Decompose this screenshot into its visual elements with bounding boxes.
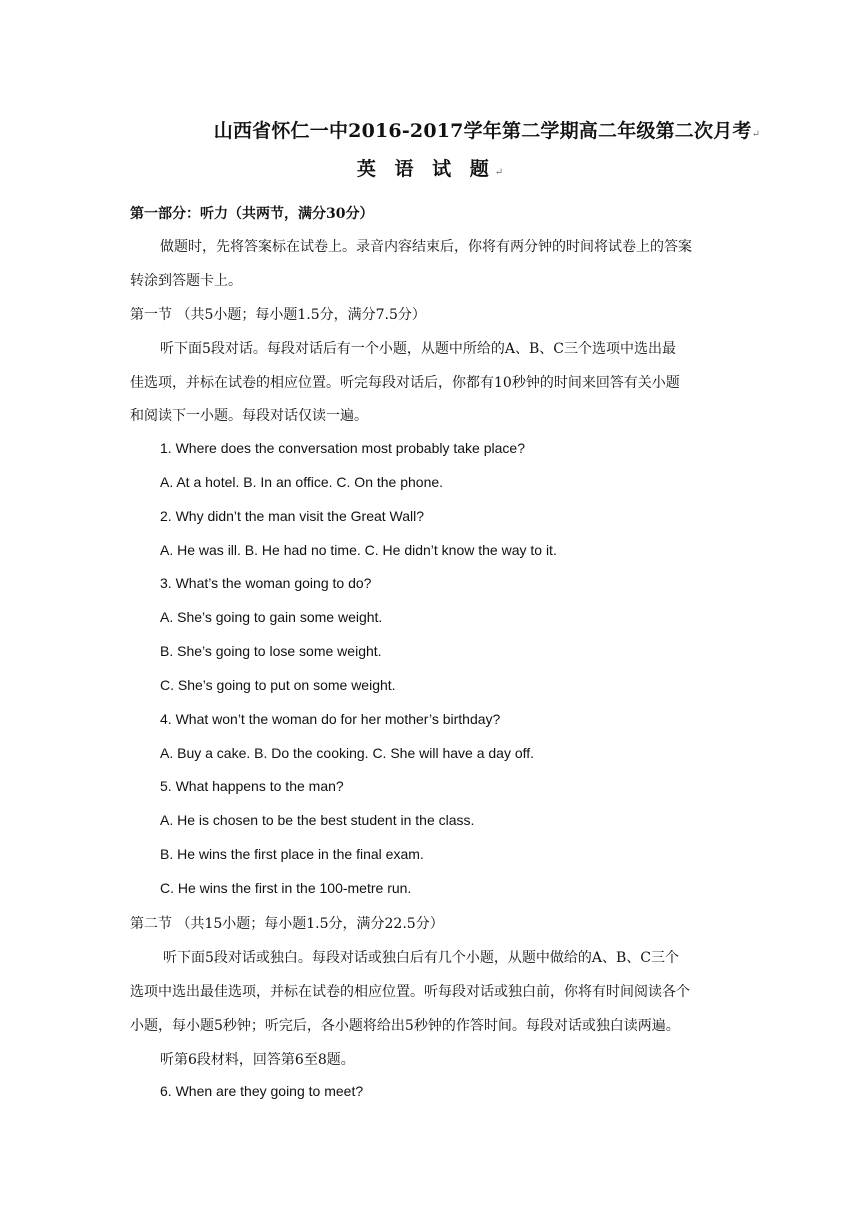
- question-5-option-a: A. He is chosen to be the best student in the class.: [160, 812, 475, 828]
- question-3-option-c: C. She’s going to put on some weight.: [160, 677, 396, 693]
- part1-heading: 第一部分：听力（共两节，满分30分）: [130, 206, 374, 222]
- section2-heading: 第二节 （共15小题；每小题1.5分，满分22.5分）: [130, 916, 444, 932]
- question-3-option-b: B. She’s going to lose some weight.: [160, 643, 382, 659]
- question-3: 3. What’s the woman going to do?: [160, 575, 372, 591]
- exam-subtitle: 英 语 试 题↵: [356, 158, 504, 180]
- section1-heading: 第一节 （共5小题；每小题1.5分，满分7.5分）: [130, 307, 426, 323]
- question-6: 6. When are they going to meet?: [160, 1083, 364, 1099]
- exam-title: 山西省怀仁一中2016-2017学年第二学期高二年级第二次月考↵: [213, 120, 760, 142]
- question-5: 5. What happens to the man?: [160, 778, 344, 794]
- section2-instruction-line: 小题，每小题5秒钟；听完后，各小题将给出5秒钟的作答时间。每段对话或独白读两遍。: [130, 1018, 680, 1034]
- question-5-option-b: B. He wins the first place in the final exam.: [160, 846, 424, 862]
- question-5-option-c: C. He wins the first in the 100-metre run.: [160, 880, 412, 896]
- material-note: 听第6段材料，回答第6至8题。: [160, 1052, 355, 1068]
- question-2-options: A. He was ill. B. He had no time. C. He didn’t know the way to it.: [160, 542, 557, 558]
- section2-instruction-line: 选项中选出最佳选项，并标在试卷的相应位置。听每段对话或独白前，你将有时间阅读各个: [130, 984, 690, 1000]
- section1-instruction-line: 佳选项，并标在试卷的相应位置。听完每段对话后，你都有10秒钟的时间来回答有关小题: [130, 375, 680, 391]
- question-4: 4. What won’t the woman do for her mother’s birthday?: [160, 711, 501, 727]
- question-3-option-a: A. She’s going to gain some weight.: [160, 609, 383, 625]
- question-2: 2. Why didn’t the man visit the Great Wall?: [160, 508, 425, 524]
- question-4-options: A. Buy a cake. B. Do the cooking. C. She will have a day off.: [160, 745, 535, 761]
- question-1: 1. Where does the conversation most probably take place?: [160, 440, 525, 456]
- section1-instruction-line: 和阅读下一小题。每段对话仅读一遍。: [130, 408, 368, 424]
- question-1-options: A. At a hotel. B. In an office. C. On the phone.: [160, 474, 444, 490]
- part1-instruction-line: 转涂到答题卡上。: [130, 273, 242, 289]
- part1-instruction-line: 做题时，先将答案标在试卷上。录音内容结束后，你将有两分钟的时间将试卷上的答案: [160, 239, 692, 255]
- section1-instruction-line: 听下面5段对话。每段对话后有一个小题，从题中所给的A、B、C三个选项中选出最: [160, 341, 677, 357]
- section2-instruction-line: 听下面5段对话或独白。每段对话或独白后有几个小题，从题中做给的A、B、C三个: [163, 950, 680, 966]
